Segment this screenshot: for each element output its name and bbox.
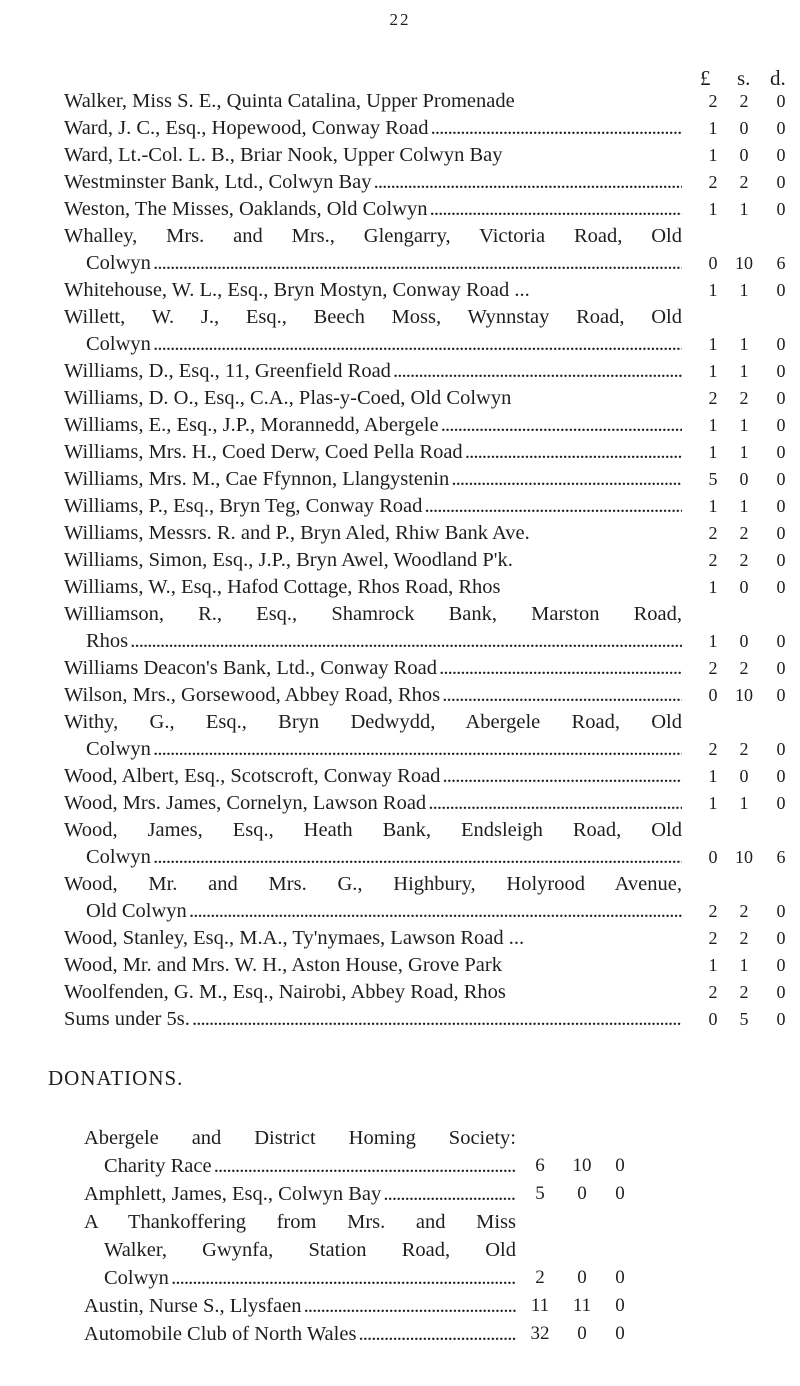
entry-line: Whitehouse, W. L., Esq., Bryn Mostyn, Conway Road ... xyxy=(64,279,530,301)
donations-list xyxy=(0,1124,800,1348)
amount-shillings: 2 xyxy=(739,658,749,678)
donation-entry xyxy=(0,1180,800,1208)
donation-entry xyxy=(0,1320,800,1348)
amount-shillings: 2 xyxy=(739,388,749,408)
donation-line: Colwyn . . . xyxy=(84,1264,516,1292)
entry-line: Williams, P., Esq., Bryn Teg, Conway Road . . . xyxy=(64,493,682,520)
subscriber-entry xyxy=(0,817,800,871)
donation-text xyxy=(84,1208,516,1292)
donation-text xyxy=(84,1124,516,1180)
amount-pence: 0 xyxy=(776,91,786,111)
subscriber-entry xyxy=(0,979,800,1006)
entry-line: Willett, W. J., Esq., Beech Moss, Wynnstay Road, Old xyxy=(64,306,682,328)
amount-pence: 0 xyxy=(776,766,786,786)
entry-line: Williams, Simon, Esq., J.P., Bryn Awel, Woodland P'k. xyxy=(64,549,513,571)
entry-line: Rhos . . . xyxy=(64,628,682,655)
entry-text xyxy=(64,169,682,196)
amount-pounds: 1 xyxy=(708,415,718,435)
entry-text xyxy=(64,574,682,601)
amount-pence: 0 xyxy=(776,172,786,192)
amount-pence: 0 xyxy=(776,658,786,678)
entry-line: Walker, Miss S. E., Quinta Catalina, Upper Promenade xyxy=(64,90,515,112)
subscriber-entry xyxy=(0,169,800,196)
entry-line: Ward, J. C., Esq., Hopewood, Conway Road . . . xyxy=(64,115,682,142)
amount-pounds: 1 xyxy=(708,280,718,300)
subscriber-entry xyxy=(0,358,800,385)
amount-pence: 0 xyxy=(776,901,786,921)
amount-pounds: 2 xyxy=(708,91,718,111)
amount-shillings: 0 xyxy=(739,577,749,597)
amount-pounds: 2 xyxy=(708,739,718,759)
entry-line: Williams, W., Esq., Hafod Cottage, Rhos Road, Rhos xyxy=(64,576,501,598)
amount-pounds: 1 xyxy=(708,442,718,462)
amount-pounds: 1 xyxy=(708,766,718,786)
amount-pence: 0 xyxy=(776,685,786,705)
amount-pence: 0 xyxy=(776,469,786,489)
donation-line: Amphlett, James, Esq., Colwyn Bay . . . xyxy=(84,1180,516,1208)
subscriber-list xyxy=(0,88,800,1033)
entry-line: Wood, James, Esq., Heath Bank, Endsleigh Road, Old xyxy=(64,819,682,841)
entry-line: Ward, Lt.-Col. L. B., Briar Nook, Upper Colwyn Bay xyxy=(64,144,503,166)
amount-shillings: 1 xyxy=(739,280,749,300)
amount-pounds: 1 xyxy=(708,334,718,354)
amount-pence: 0 xyxy=(776,631,786,651)
amount-shillings: 1 xyxy=(739,334,749,354)
entry-text xyxy=(64,709,682,763)
entry-text xyxy=(64,358,682,385)
amount-pounds: 2 xyxy=(708,523,718,543)
page-number: 22 xyxy=(389,10,411,29)
amount-pounds: 0 xyxy=(708,1009,718,1029)
amount-pence: 0 xyxy=(776,982,786,1002)
amount-shillings: 0 xyxy=(739,766,749,786)
subscriber-entry xyxy=(0,115,800,142)
amount-pence: 0 xyxy=(776,577,786,597)
amount-shillings: 0 xyxy=(739,145,749,165)
subscriber-entry xyxy=(0,790,800,817)
subscriber-entry xyxy=(0,763,800,790)
subscriber-entry xyxy=(0,196,800,223)
entry-line: Colwyn . . . xyxy=(64,331,682,358)
amount-shillings: 1 xyxy=(739,442,749,462)
entry-line: Williams, Messrs. R. and P., Bryn Aled, Rhiw Bank Ave. xyxy=(64,522,530,544)
donation-shillings: 0 xyxy=(577,1183,587,1204)
amount-pence: 6 xyxy=(776,253,786,273)
subscriber-entry xyxy=(0,439,800,466)
amount-pounds: 1 xyxy=(708,631,718,651)
subscriber-entry xyxy=(0,952,800,979)
entry-line: Whalley, Mrs. and Mrs., Glengarry, Victoria Road, Old xyxy=(64,225,682,247)
subscriber-entry xyxy=(0,304,800,358)
entry-text xyxy=(64,466,682,493)
amount-pence: 0 xyxy=(776,928,786,948)
amount-shillings: 2 xyxy=(739,91,749,111)
donation-pounds: 11 xyxy=(530,1295,550,1316)
donation-line: Automobile Club of North Wales . . . xyxy=(84,1320,516,1348)
amount-shillings: 2 xyxy=(739,550,749,570)
donation-line: Charity Race . . . xyxy=(84,1152,516,1180)
entry-text xyxy=(64,277,682,304)
donation-line: A Thankoffering from Mrs. and Miss xyxy=(84,1211,516,1233)
amount-shillings: 2 xyxy=(739,982,749,1002)
entry-line: Williamson, R., Esq., Shamrock Bank, Marston Road, xyxy=(64,603,682,625)
amount-pounds: 2 xyxy=(708,172,718,192)
entry-text xyxy=(64,142,682,169)
entry-text xyxy=(64,196,682,223)
amount-shillings: 5 xyxy=(739,1009,749,1029)
donations-heading: DONATIONS. xyxy=(48,1066,184,1090)
entry-text xyxy=(64,871,682,925)
entry-line: Williams, D. O., Esq., C.A., Plas-y-Coed, Old Colwyn xyxy=(64,387,512,409)
entry-text xyxy=(64,115,682,142)
entry-text xyxy=(64,790,682,817)
amount-pence: 0 xyxy=(776,388,786,408)
amount-pence: 0 xyxy=(776,739,786,759)
amount-pence: 0 xyxy=(776,955,786,975)
entry-text xyxy=(64,412,682,439)
entry-text xyxy=(64,547,682,574)
entry-text xyxy=(64,385,682,412)
amount-shillings: 2 xyxy=(739,523,749,543)
subscriber-entry xyxy=(0,574,800,601)
amount-shillings: 2 xyxy=(739,172,749,192)
amount-shillings: 10 xyxy=(735,685,753,705)
subscriber-entry xyxy=(0,601,800,655)
amount-pounds: 0 xyxy=(708,847,718,867)
amount-pence: 0 xyxy=(776,1009,786,1029)
amount-shillings: 1 xyxy=(739,496,749,516)
amount-shillings: 1 xyxy=(739,793,749,813)
entry-line: Withy, G., Esq., Bryn Dedwydd, Abergele Road, Old xyxy=(64,711,682,733)
entry-line: Colwyn . . . xyxy=(64,736,682,763)
amount-pounds: 1 xyxy=(708,496,718,516)
amount-pounds: 1 xyxy=(708,145,718,165)
amount-pounds: 5 xyxy=(708,469,718,489)
subscriber-entry xyxy=(0,466,800,493)
subscriber-entry xyxy=(0,709,800,763)
entry-line: Weston, The Misses, Oaklands, Old Colwyn . . . xyxy=(64,196,682,223)
donation-text xyxy=(84,1292,516,1320)
entry-line: Wood, Stanley, Esq., M.A., Ty'nymaes, Lawson Road ... xyxy=(64,927,525,949)
entry-text xyxy=(64,304,682,358)
entry-text xyxy=(64,952,682,979)
amount-pence: 0 xyxy=(776,361,786,381)
amount-shillings: 10 xyxy=(735,253,753,273)
subscriber-entry xyxy=(0,520,800,547)
entry-text xyxy=(64,439,682,466)
pence-column-header: d. xyxy=(770,66,786,90)
amount-pounds: 0 xyxy=(708,253,718,273)
donation-entry xyxy=(0,1292,800,1320)
donation-text xyxy=(84,1320,516,1348)
donation-pence: 0 xyxy=(615,1155,625,1176)
amount-pence: 0 xyxy=(776,199,786,219)
amount-pounds: 2 xyxy=(708,388,718,408)
amount-shillings: 2 xyxy=(739,901,749,921)
entry-line: Williams Deacon's Bank, Ltd., Conway Road . . . xyxy=(64,655,682,682)
entry-line: Westminster Bank, Ltd., Colwyn Bay . . . xyxy=(64,169,682,196)
donation-pounds: 2 xyxy=(535,1267,545,1288)
amount-pence: 0 xyxy=(776,118,786,138)
entry-line: Williams, Mrs. H., Coed Derw, Coed Pella Road . . . xyxy=(64,439,682,466)
entry-text xyxy=(64,655,682,682)
amount-shillings: 0 xyxy=(739,118,749,138)
amount-pence: 0 xyxy=(776,145,786,165)
subscriber-entry xyxy=(0,142,800,169)
entry-line: Old Colwyn . . . xyxy=(64,898,682,925)
amount-shillings: 1 xyxy=(739,199,749,219)
amount-pounds: 0 xyxy=(708,685,718,705)
amount-pence: 0 xyxy=(776,415,786,435)
amount-pounds: 1 xyxy=(708,577,718,597)
donation-shillings: 0 xyxy=(577,1323,587,1344)
subscriber-entry xyxy=(0,88,800,115)
amount-pence: 0 xyxy=(776,550,786,570)
pounds-column-header: £ xyxy=(700,66,711,90)
entry-text xyxy=(64,925,682,952)
donation-pence: 0 xyxy=(615,1267,625,1288)
donation-pence: 0 xyxy=(615,1295,625,1316)
donation-line: Abergele and District Homing Society: xyxy=(84,1127,516,1149)
entry-text xyxy=(64,493,682,520)
donation-pounds: 5 xyxy=(535,1183,545,1204)
amount-shillings: 10 xyxy=(735,847,753,867)
entry-line: Wood, Mrs. James, Cornelyn, Lawson Road . . . xyxy=(64,790,682,817)
donation-text xyxy=(84,1180,516,1208)
amount-pounds: 1 xyxy=(708,118,718,138)
entry-line: Williams, D., Esq., 11, Greenfield Road . . . xyxy=(64,358,682,385)
subscriber-entry xyxy=(0,277,800,304)
subscriber-entry xyxy=(0,547,800,574)
amount-pounds: 1 xyxy=(708,793,718,813)
subscriber-entry xyxy=(0,925,800,952)
donation-pence: 0 xyxy=(615,1183,625,1204)
entry-line: Colwyn . . . xyxy=(64,844,682,871)
shillings-column-header: s. xyxy=(737,66,751,90)
entry-line: Wood, Mr. and Mrs. W. H., Aston House, Grove Park xyxy=(64,954,502,976)
subscriber-entry xyxy=(0,682,800,709)
amount-shillings: 1 xyxy=(739,415,749,435)
amount-pence: 0 xyxy=(776,280,786,300)
subscriber-entry xyxy=(0,412,800,439)
entry-text xyxy=(64,223,682,277)
entry-line: Wood, Albert, Esq., Scotscroft, Conway Road . . . xyxy=(64,763,682,790)
amount-pence: 6 xyxy=(776,847,786,867)
entry-text xyxy=(64,682,682,709)
amount-pounds: 1 xyxy=(708,361,718,381)
entry-text xyxy=(64,763,682,790)
entry-line: Williams, Mrs. M., Cae Ffynnon, Llangystenin . . . xyxy=(64,466,682,493)
subscriber-entry xyxy=(0,655,800,682)
donation-pounds: 6 xyxy=(535,1155,545,1176)
amount-shillings: 2 xyxy=(739,739,749,759)
amount-pounds: 2 xyxy=(708,901,718,921)
donation-pounds: 32 xyxy=(530,1323,550,1344)
amount-shillings: 0 xyxy=(739,469,749,489)
entry-line: Wilson, Mrs., Gorsewood, Abbey Road, Rhos . . . xyxy=(64,682,682,709)
donation-line: Walker, Gwynfa, Station Road, Old xyxy=(104,1239,516,1261)
donation-line: Austin, Nurse S., Llysfaen . . . xyxy=(84,1292,516,1320)
amount-pounds: 2 xyxy=(708,550,718,570)
amount-shillings: 1 xyxy=(739,955,749,975)
subscriber-entry xyxy=(0,871,800,925)
entry-text xyxy=(64,1006,682,1033)
donation-entry xyxy=(0,1208,800,1292)
donation-shillings: 11 xyxy=(572,1295,592,1316)
amount-pounds: 2 xyxy=(708,658,718,678)
amount-shillings: 0 xyxy=(739,631,749,651)
entry-text xyxy=(64,817,682,871)
donation-pence: 0 xyxy=(615,1323,625,1344)
subscriber-entry xyxy=(0,493,800,520)
entry-text xyxy=(64,979,682,1006)
donation-shillings: 0 xyxy=(577,1267,587,1288)
subscriber-entry xyxy=(0,1006,800,1033)
subscriber-entry xyxy=(0,223,800,277)
donation-entry xyxy=(0,1124,800,1180)
entry-text xyxy=(64,520,682,547)
amount-pounds: 2 xyxy=(708,982,718,1002)
donation-shillings: 10 xyxy=(572,1155,592,1176)
entry-line: Colwyn . . . xyxy=(64,250,682,277)
amount-shillings: 1 xyxy=(739,361,749,381)
amount-pounds: 2 xyxy=(708,928,718,948)
amount-pounds: 1 xyxy=(708,199,718,219)
amount-pence: 0 xyxy=(776,334,786,354)
amount-pence: 0 xyxy=(776,496,786,516)
entry-line: Williams, E., Esq., J.P., Morannedd, Abergele . . . xyxy=(64,412,682,439)
amount-pence: 0 xyxy=(776,442,786,462)
amount-pence: 0 xyxy=(776,523,786,543)
entry-line: Woolfenden, G. M., Esq., Nairobi, Abbey Road, Rhos xyxy=(64,981,506,1003)
subscriber-entry xyxy=(0,385,800,412)
amount-pence: 0 xyxy=(776,793,786,813)
amount-shillings: 2 xyxy=(739,928,749,948)
entry-line: Sums under 5s. . . . xyxy=(64,1006,682,1033)
amount-pounds: 1 xyxy=(708,955,718,975)
entry-text xyxy=(64,601,682,655)
entry-text xyxy=(64,88,682,115)
entry-line: Wood, Mr. and Mrs. G., Highbury, Holyrood Avenue, xyxy=(64,873,682,895)
